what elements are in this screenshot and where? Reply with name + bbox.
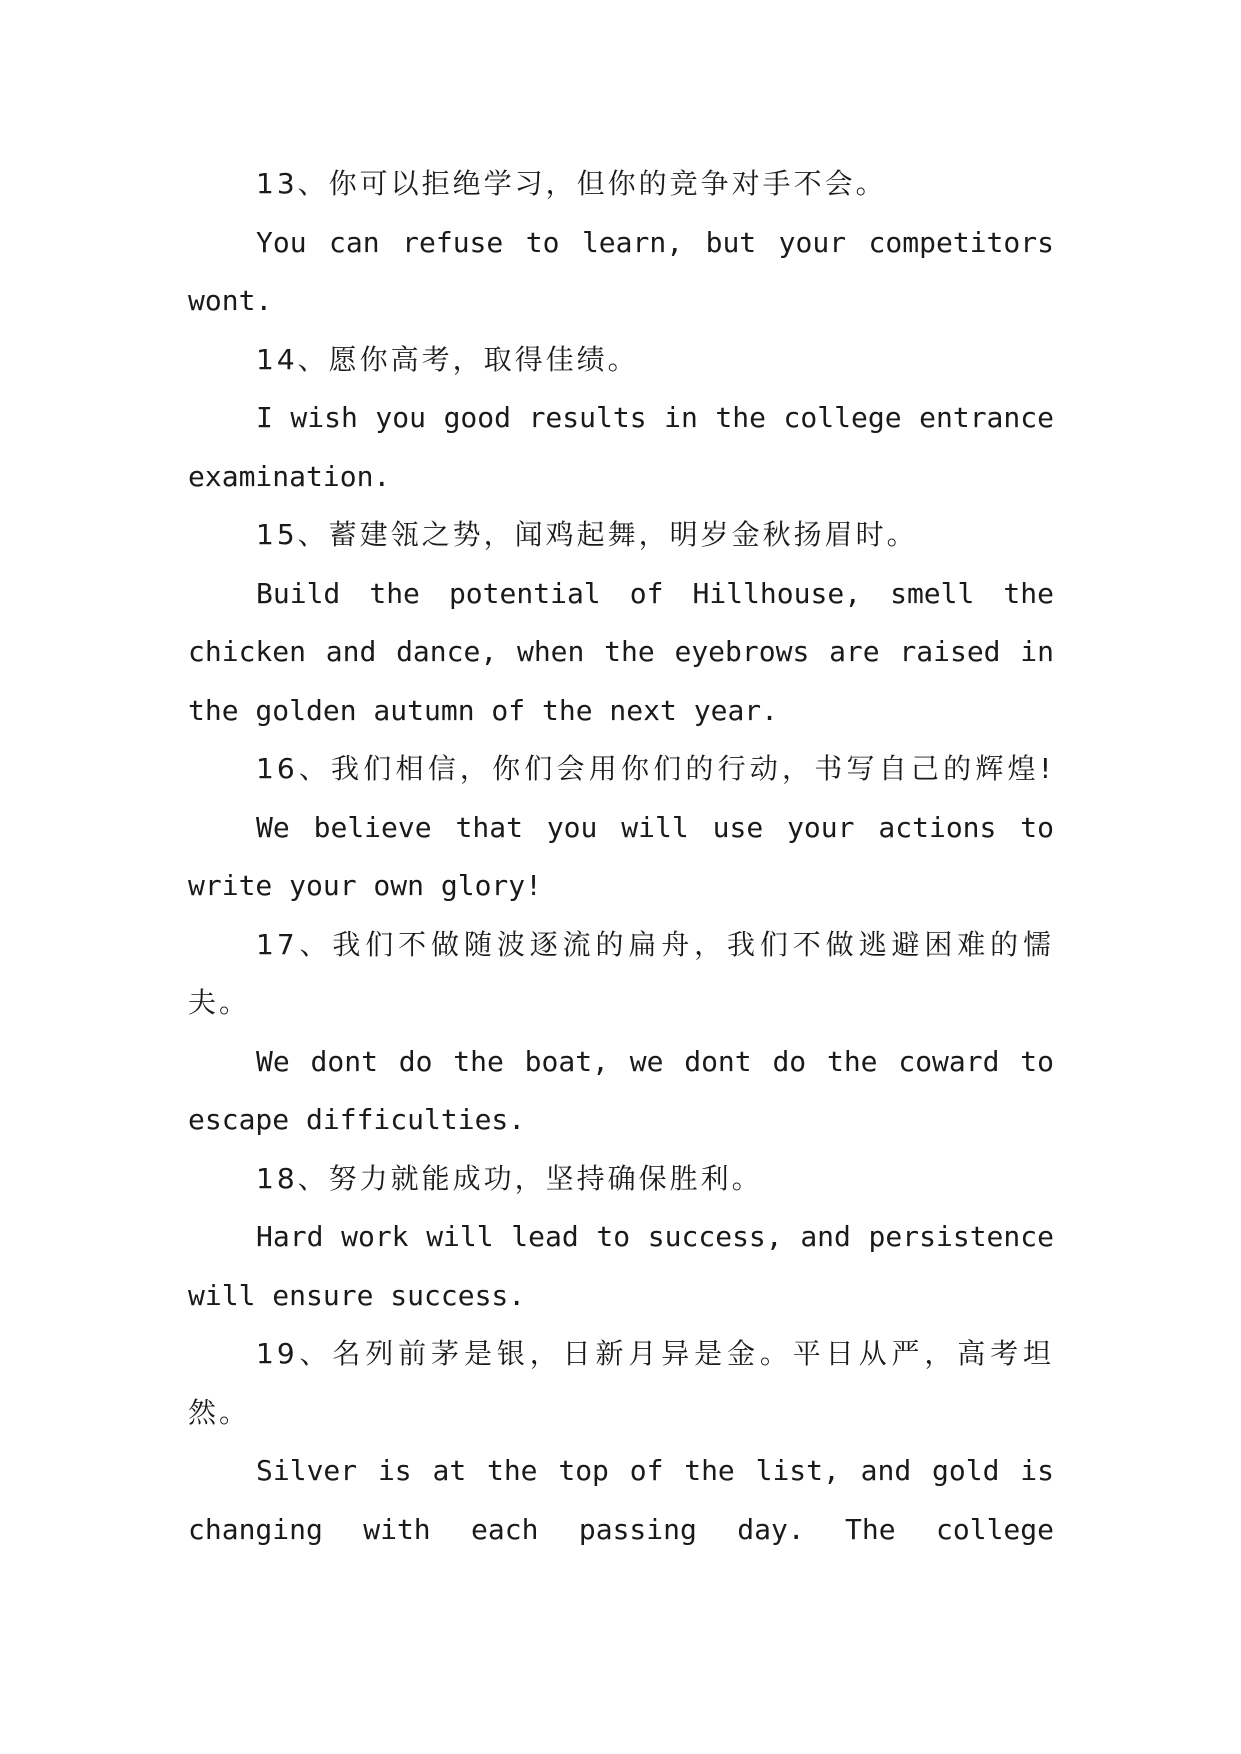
text-line: You can refuse to learn, but your competitors: [256, 225, 1054, 259]
text-line: will ensure success.: [188, 1278, 526, 1312]
text-line: chicken and dance, when the eyebrows are raised in: [188, 635, 1054, 668]
text-line: escape difficulties.: [188, 1103, 526, 1136]
text-line: examination.: [188, 459, 391, 493]
text-line: 18、努力就能成功，坚持确保胜利。: [256, 1161, 763, 1195]
text-line: 15、蓄建瓴之势，闻鸡起舞，明岁金秋扬眉时。: [256, 518, 918, 551]
text-line: 13、你可以拒绝学习，但你的竞争对手不会。: [256, 167, 887, 200]
text-line: wont.: [188, 284, 273, 317]
text-line: 然。: [188, 1395, 251, 1429]
text-line: 17、我们不做随波逐流的扁舟，我们不做逃避困难的懦: [256, 927, 1054, 961]
document-body: [188, 155, 1054, 1559]
text-line: Hard work will lead to success, and persistence: [256, 1220, 1054, 1253]
text-line: I wish you good results in the college entrance: [256, 401, 1054, 434]
text-line: write your own glory!: [188, 869, 543, 902]
text-line: 夫。: [188, 986, 251, 1019]
text-line: 19、名列前茅是银，日新月异是金。平日从严，高考坦: [256, 1337, 1054, 1370]
text-line: 16、我们相信，你们会用你们的行动，书写自己的辉煌!: [256, 752, 1054, 785]
text-line: 14、愿你高考，取得佳绩。: [256, 342, 639, 376]
text-line: We dont do the boat, we dont do the coward to: [256, 1044, 1054, 1078]
text-line: We believe that you will use your actions to: [256, 810, 1054, 844]
text-line: changing with each passing day. The college: [188, 1512, 1054, 1546]
text-line: Silver is at the top of the list, and gold is: [256, 1454, 1054, 1487]
text-line: the golden autumn of the next year.: [188, 693, 779, 727]
text-line: Build the potential of Hillhouse, smell the: [256, 576, 1054, 610]
